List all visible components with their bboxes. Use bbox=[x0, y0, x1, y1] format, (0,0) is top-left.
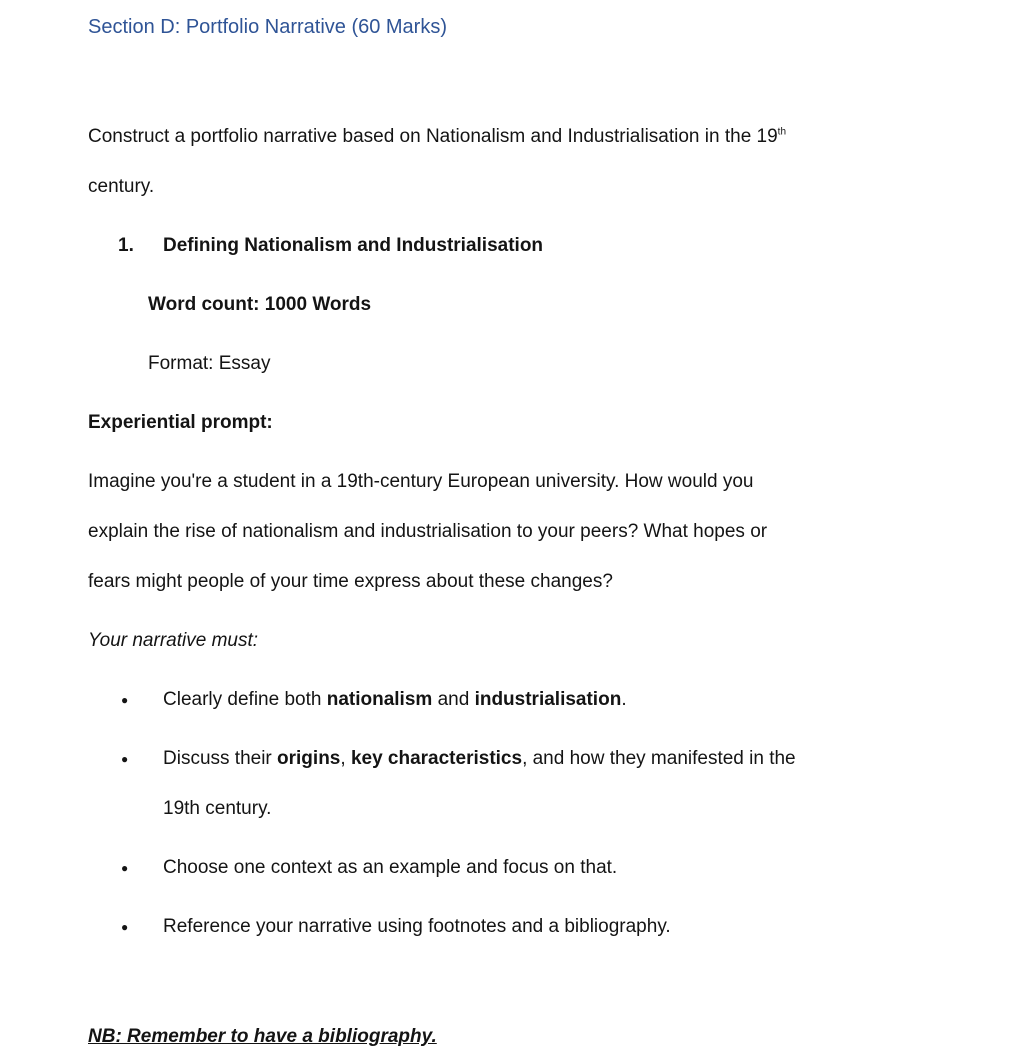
experiential-prompt-label: Experiential prompt: bbox=[88, 412, 273, 433]
bullet-item bbox=[118, 902, 930, 952]
format-line: Format: Essay bbox=[148, 353, 271, 374]
bullet-icon: ● bbox=[121, 693, 129, 707]
experiential-prompt-paragraph: Imagine you're a student in a 19th-century European university. How would you explain the rise of nationalism and industrialisation to your peers? What hopes or fears might people of your time express about these changes? bbox=[88, 471, 768, 592]
bullet-item bbox=[118, 843, 930, 893]
word-count-line: Word count: 1000 Words bbox=[148, 294, 372, 315]
numbered-item bbox=[118, 221, 930, 271]
note-line: NB: Remember to have a bibliography. bbox=[88, 1026, 437, 1047]
bullet-icon: ● bbox=[121, 752, 129, 766]
bullet-list bbox=[88, 675, 930, 952]
bullet-item bbox=[118, 675, 930, 725]
bullet-text: Choose one context as an example and focus on that. bbox=[163, 857, 618, 878]
bullet-icon: ● bbox=[121, 861, 129, 875]
bullet-text: Reference your narrative using footnotes and a bibliography. bbox=[163, 916, 671, 937]
section-heading: Section D: Portfolio Narrative (60 Marks) bbox=[88, 16, 448, 38]
bullet-text: Discuss their origins, key characteristics, and how they manifested in the 19th century. bbox=[163, 748, 796, 819]
bullet-item bbox=[118, 734, 930, 834]
bullet-icon: ● bbox=[121, 920, 129, 934]
bullet-text: Clearly define both nationalism and industrialisation. bbox=[163, 689, 627, 710]
requirements-label: Your narrative must: bbox=[88, 630, 259, 651]
document-page bbox=[88, 0, 930, 1062]
intro-paragraph: Construct a portfolio narrative based on Nationalism and Industrialisation in the 19th century. bbox=[88, 126, 787, 197]
item-number: 1. bbox=[118, 235, 134, 256]
item-title: Defining Nationalism and Industrialisation bbox=[163, 235, 544, 256]
